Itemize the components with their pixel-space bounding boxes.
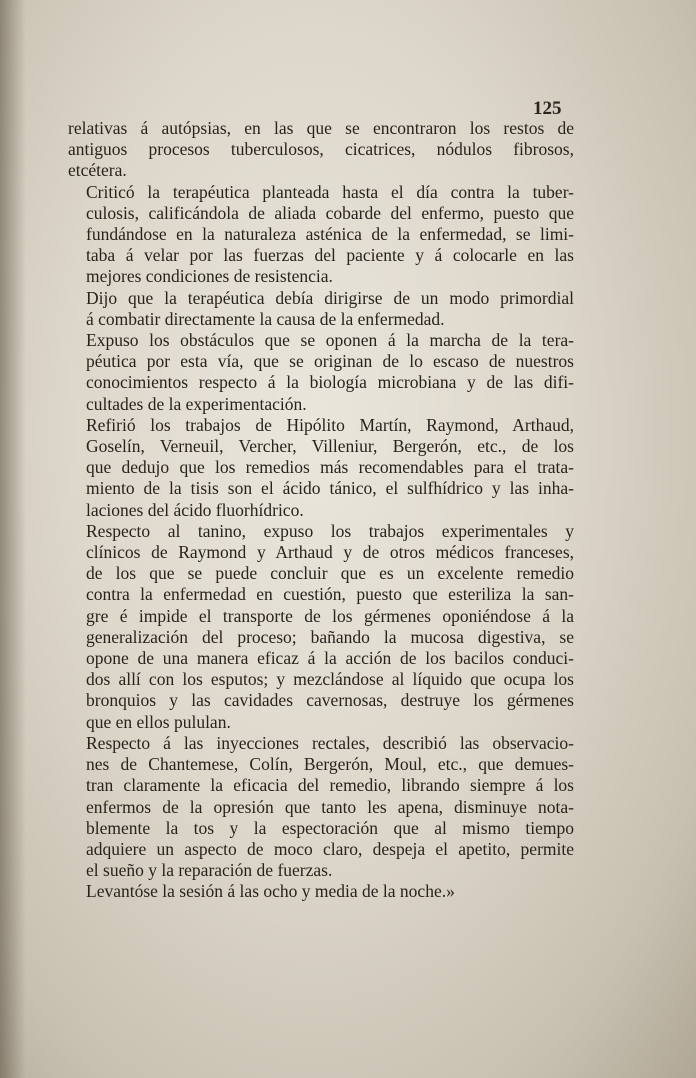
text-line: bronquios y las cavidades cavernosas, destruye los gérmenes: [86, 690, 574, 711]
text-line: cultades de la experimentación.: [86, 393, 307, 414]
text-line: antiguos procesos tuberculosos, cicatrices, nódulos fibrosos,: [68, 139, 574, 160]
body-text: [68, 118, 574, 903]
text-line: generalización del proceso; bañando la mucosa digestiva, se: [86, 626, 574, 647]
text-line: Respecto al tanino, expuso los trabajos experimentales y: [86, 520, 574, 541]
text-line: opone de una manera eficaz á la acción de los bacilos conduci-: [86, 648, 574, 669]
text-line: contra la enfermedad en cuestión, puesto que esteriliza la san-: [86, 584, 574, 605]
paragraph: [68, 118, 574, 182]
text-line: Criticó la terapéutica planteada hasta el día contra la tuber-: [86, 181, 574, 202]
text-line: etcétera.: [68, 160, 127, 181]
text-line: péutica por esta vía, que se originan de lo escaso de nuestros: [86, 351, 574, 372]
text-line: mejores condiciones de resistencia.: [86, 266, 333, 287]
text-line: blemente la tos y la espectoración que al mismo tiempo: [86, 817, 574, 838]
text-line: clínicos de Raymond y Arthaud y de otros médicos franceses,: [86, 542, 574, 563]
text-line: enfermos de la opresión que tanto les apena, disminuye nota-: [86, 796, 574, 817]
text-line: el sueño y la reparación de fuerzas.: [86, 860, 333, 881]
text-line: taba á velar por las fuerzas del paciente y á colocarle en las: [86, 245, 574, 266]
text-line: Refirió los trabajos de Hipólito Martín, Raymond, Arthaud,: [86, 414, 574, 435]
text-line: miento de la tisis son el ácido tánico, el sulfhídrico y las inha-: [86, 478, 574, 499]
text-line: Respecto á las inyecciones rectales, describió las observacio-: [86, 732, 574, 753]
text-line: que en ellos pululan.: [86, 711, 231, 732]
text-line: tran claramente la eficacia del remedio, librando siempre á los: [86, 775, 574, 796]
text-line: Goselín, Verneuil, Vercher, Villeniur, Bergerón, etc., de los: [86, 436, 574, 457]
paragraph: [68, 415, 574, 521]
text-line: relativas á autópsias, en las que se encontraron los restos de: [68, 118, 574, 138]
spine-shadow: [0, 0, 26, 1078]
text-line: de los que se puede concluir que es un excelente remedio: [86, 563, 574, 584]
page-number: 125: [533, 98, 562, 119]
paragraph: [68, 330, 574, 415]
text-line: culosis, calificándola de aliada cobarde del enfermo, puesto que: [86, 202, 574, 223]
paragraph: [68, 881, 574, 902]
text-line: adquiere un aspecto de moco claro, despeja el apetito, permite: [86, 838, 574, 859]
text-line: conocimientos respecto á la biología microbiana y de las difi-: [86, 372, 574, 393]
paragraph: [68, 521, 574, 733]
paragraph: [68, 288, 574, 330]
text-line: Levantóse la sesión á las ocho y media de la noche.»: [86, 881, 455, 902]
paragraph: [68, 182, 574, 288]
text-line: Dijo que la terapéutica debía dirigirse de un modo primordial: [86, 287, 574, 308]
text-line: gre é impide el transporte de los gérmenes oponiéndose á la: [86, 605, 574, 626]
text-line: fundándose en la naturaleza asténica de la enfermedad, se limi-: [86, 224, 574, 245]
paragraph: [68, 733, 574, 881]
text-line: laciones del ácido fluorhídrico.: [86, 499, 304, 520]
text-line: que dedujo que los remedios más recomendables para el trata-: [86, 457, 574, 478]
text-line: Expuso los obstáculos que se oponen á la marcha de la tera-: [86, 330, 574, 351]
text-line: á combatir directamente la causa de la enfermedad.: [86, 308, 445, 329]
text-line: nes de Chantemese, Colín, Bergerón, Moul, etc., que demues-: [86, 754, 574, 775]
text-line: dos allí con los esputos; y mezclándose al líquido que ocupa los: [86, 669, 574, 690]
